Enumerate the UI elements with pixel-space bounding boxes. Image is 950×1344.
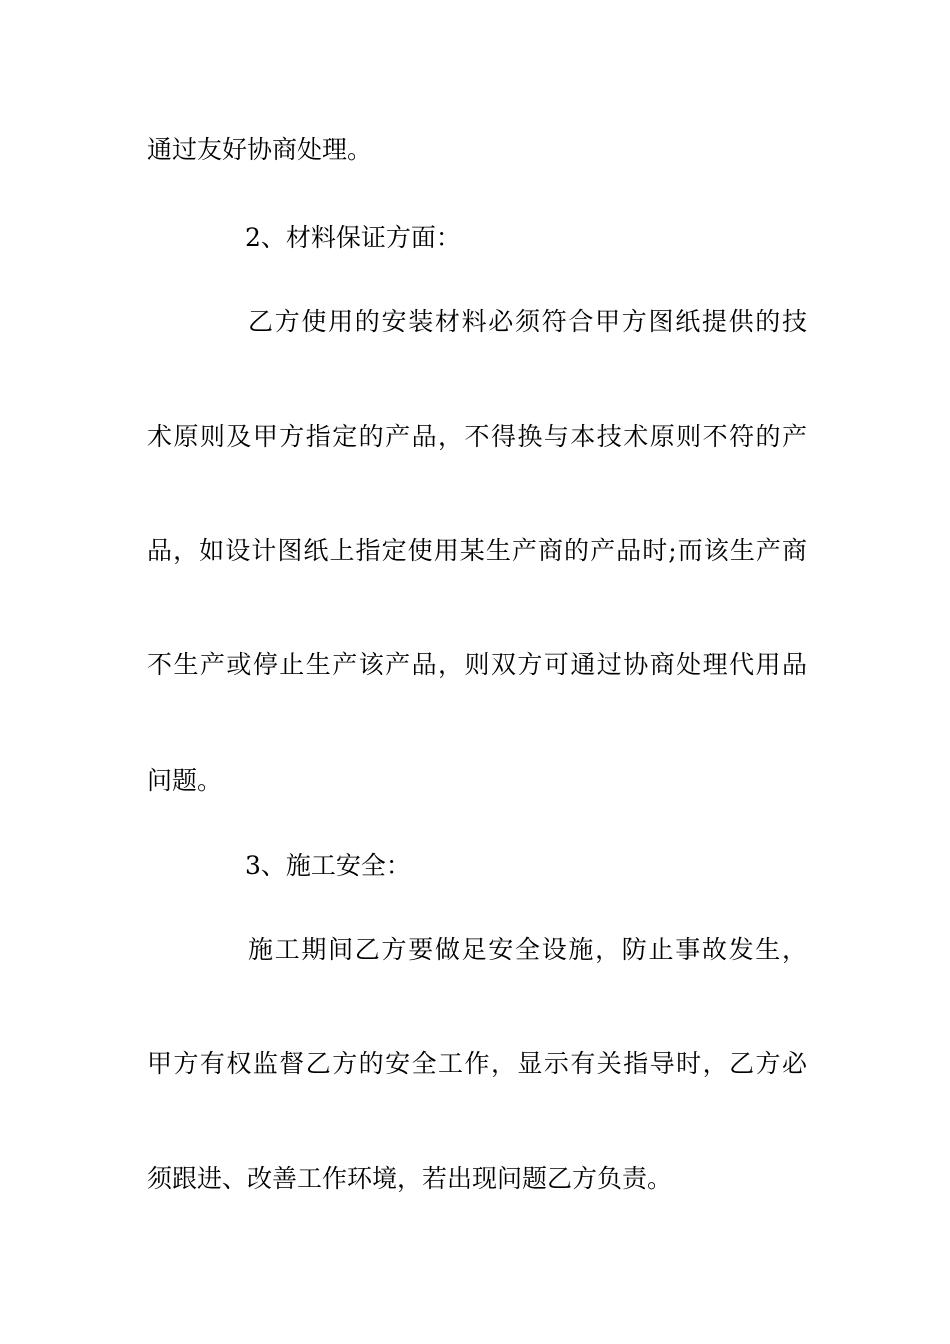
paragraph-line: 不生产或停止生产该产品，则双方可通过协商处理代用品: [147, 650, 807, 679]
paragraph-line: 品，如设计图纸上指定使用某生产商的产品时;而该生产商: [147, 536, 807, 565]
paragraph-line: 须跟进、改善工作环境，若出现问题乙方负责。: [147, 1164, 673, 1193]
paragraph-line: 施工期间乙方要做足安全设施，防止事故发生，: [248, 935, 807, 964]
paragraph-line: 乙方使用的安装材料必须符合甲方图纸提供的技: [248, 307, 807, 336]
paragraph-line: 通过友好协商处理。: [147, 135, 373, 164]
paragraph-line: 术原则及甲方指定的产品，不得换与本技术原则不符的产: [147, 422, 807, 451]
section-heading-materials: 2、材料保证方面：: [245, 223, 461, 252]
section-heading-safety: 3、施工安全：: [245, 851, 411, 880]
paragraph-line: 甲方有权监督乙方的安全工作，显示有关指导时，乙方必: [147, 1049, 807, 1078]
paragraph-line: 问题。: [147, 766, 223, 795]
